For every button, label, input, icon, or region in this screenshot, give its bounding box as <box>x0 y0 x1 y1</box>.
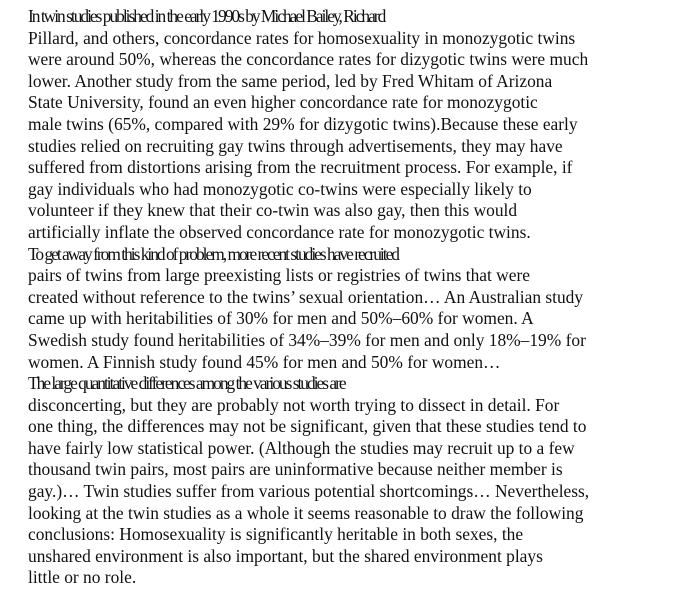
text-line: have fairly low statistical power. (Although the studies may recruit up to a few <box>28 437 575 458</box>
text-line: gay.)… Twin studies suffer from various potential shortcomings… Nevertheless, <box>28 481 590 502</box>
text-line: suffered from distortions arising from the recruitment process. For example, if <box>28 157 573 178</box>
text-line: created without reference to the twins’ sexual orientation… An Australian study <box>28 286 584 307</box>
text-line: disconcerting, but they are probably not worth trying to dissect in detail. For <box>28 394 560 415</box>
text-line: artificially inflate the observed concordance rate for monozygotic twins. <box>28 221 531 242</box>
text-line: male twins (65%, compared with 29% for dizygotic twins).Because these early <box>28 113 578 134</box>
text-line: were around 50%, whereas the concordance rates for dizygotic twins were much <box>28 49 589 70</box>
text-line: little or no role. <box>28 567 137 588</box>
text-line: women. A Finnish study found 45% for men and 50% for women… <box>28 351 501 372</box>
paragraph-twin-studies-1990s <box>12 6 681 244</box>
text-line: The large quantitative differences among the various studies are <box>28 373 345 394</box>
text-line: thousand twin pairs, most pairs are uninformative because neither member is <box>28 459 563 480</box>
text-line: Swedish study found heritabilities of 34%–39% for men and only 18%–19% for <box>28 329 586 350</box>
text-line: came up with heritabilities of 30% for men and 50%–60% for women. A <box>28 308 534 329</box>
paragraph-conclusions <box>12 373 681 589</box>
text-line: Pillard, and others, concordance rates for homosexuality in monozygotic twins <box>28 27 576 48</box>
text-line: lower. Another study from the same period, led by Fred Whitam of Arizona <box>28 70 553 91</box>
text-line: To get away from this kind of problem, more recent studies have recruited <box>28 243 398 264</box>
text-line: pairs of twins from large preexisting lists or registries of twins that were <box>28 265 530 286</box>
paragraph-recent-studies <box>12 244 681 374</box>
text-line: volunteer if they knew that their co-twin was also gay, then this would <box>28 200 518 221</box>
text-line: conclusions: Homosexuality is significantly heritable in both sexes, the <box>28 524 524 545</box>
text-line: In twin studies published in the early 1990s by Michael Bailey, Richard <box>28 6 385 26</box>
text-line: unshared environment is also important, but the shared environment plays <box>28 545 543 566</box>
text-line: State University, found an even higher concordance rate for monozygotic <box>28 92 538 113</box>
text-line: studies relied on recruiting gay twins through advertisements, they may have <box>28 135 563 156</box>
text-line: looking at the twin studies as a whole it seems reasonable to draw the following <box>28 502 584 523</box>
text-line: one thing, the differences may not be significant, given that these studies tend to <box>28 416 587 437</box>
text-line: gay individuals who had monozygotic co-twins were especially likely to <box>28 178 532 199</box>
